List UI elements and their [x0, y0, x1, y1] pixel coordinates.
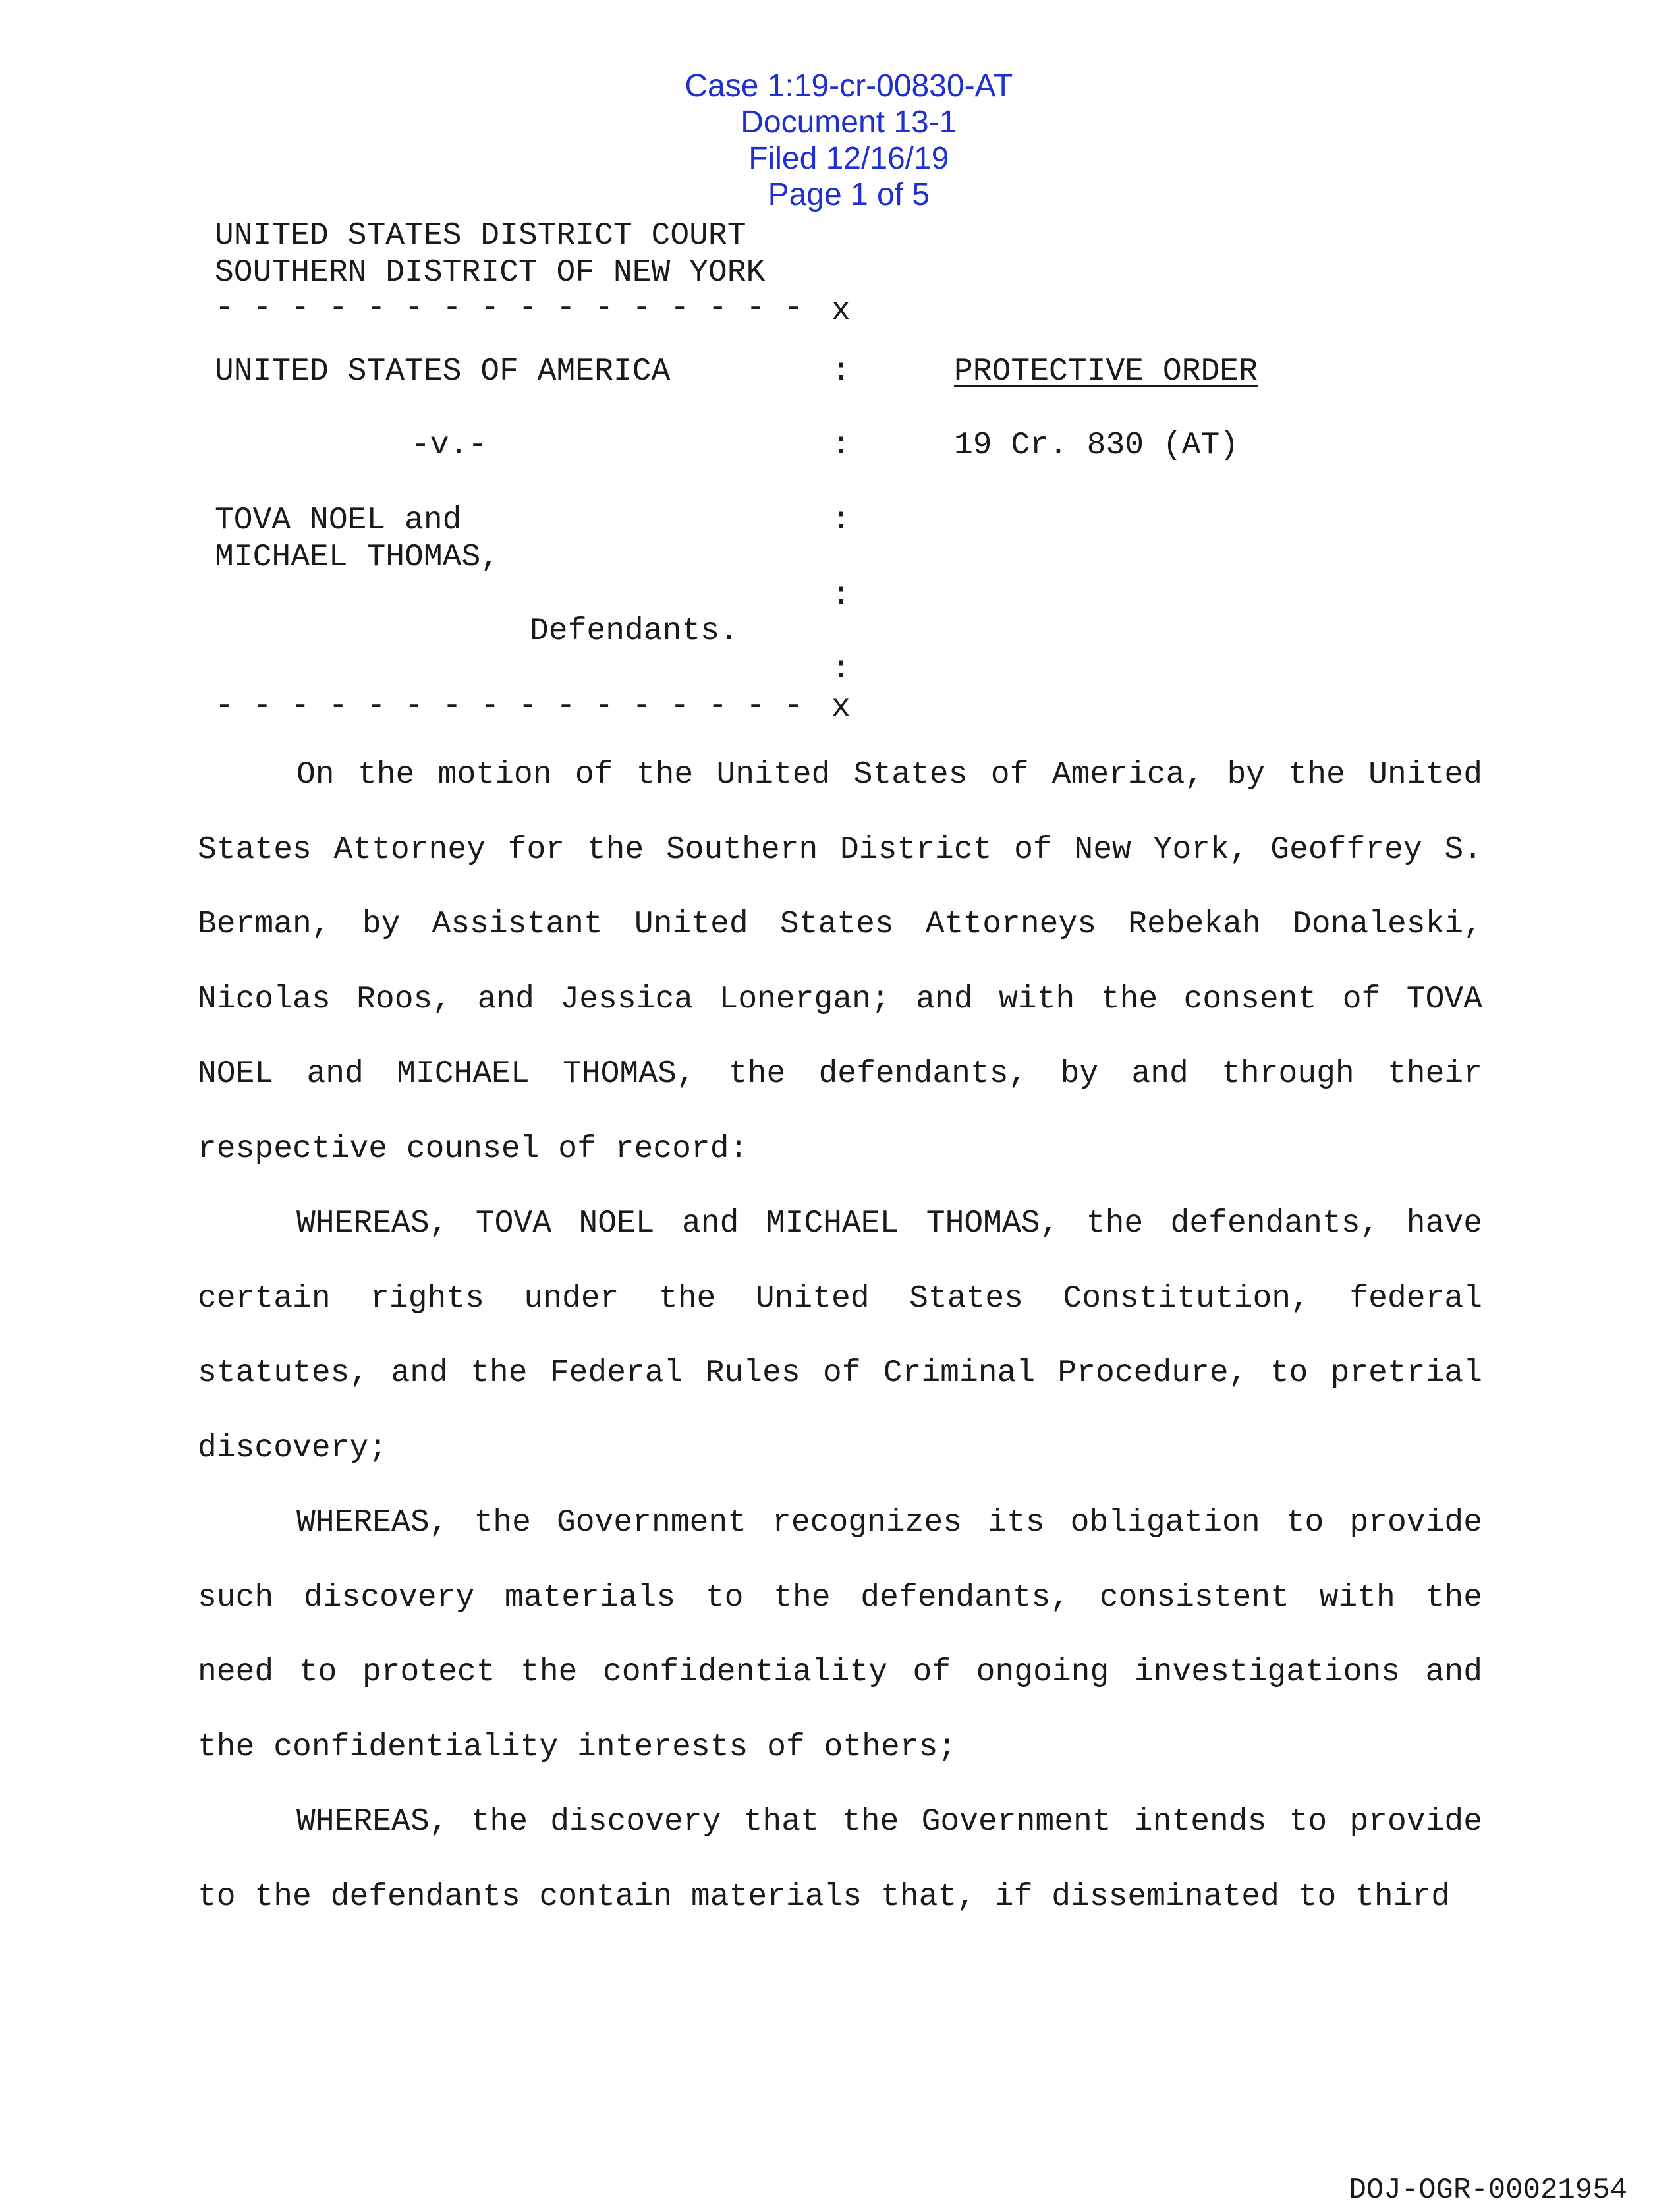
defendant-name-line1: TOVA NOEL and	[215, 503, 462, 538]
court-name-line2: SOUTHERN DISTRICT OF NEW YORK	[215, 255, 766, 291]
case-number: Case 1:19-cr-00830-AT	[685, 69, 1013, 103]
motion-paragraph: On the motion of the United States of America, by the United States Attorney for the Southern District of New York, Geoffrey S. Berman, by Assistant United States Attorneys Rebekah Donaleski, Nicolas Roos, and Jessica Lonergan; and with the consent of TOVA NOEL and MICHAEL THOMAS, the defendants, by and through their respective counsel of record:	[198, 757, 1482, 1167]
caption-colon: :	[831, 578, 851, 613]
caption-x-bottom: x	[831, 690, 851, 725]
page-indicator: Page 1 of 5	[768, 177, 930, 212]
caption-colon: :	[831, 354, 851, 389]
ecf-header	[0, 32, 1680, 213]
docket-number: 19 Cr. 830 (AT)	[954, 428, 1239, 463]
document-number: Document 13-1	[741, 105, 957, 140]
bates-number: DOJ-OGR-00021954	[1349, 2174, 1627, 2207]
whereas-rights-paragraph: WHEREAS, TOVA NOEL and MICHAEL THOMAS, the defendants, have certain rights under the United States Constitution, federal statutes, and the Federal Rules of Criminal Procedure, to pretrial discovery;	[198, 1206, 1482, 1466]
whereas-discovery-paragraph: WHEREAS, the discovery that the Government intends to provide to the defendants contain materials that, if disseminated to third	[198, 1804, 1482, 1915]
filed-date: Filed 12/16/19	[748, 141, 949, 176]
defendants-label: Defendants.	[530, 613, 739, 649]
versus: -v.-	[411, 428, 488, 463]
defendant-name-line2: MICHAEL THOMAS,	[215, 540, 500, 575]
caption-colon: :	[831, 652, 851, 687]
caption-dashes-top: - - - - - - - - - - - - - - - -	[215, 291, 803, 326]
court-name-line1: UNITED STATES DISTRICT COURT	[215, 218, 746, 254]
whereas-obligation-paragraph: WHEREAS, the Government recognizes its obligation to provide such discovery materials to the defendants, consistent with the need to protect the confidentiality of ongoing investigations and the confidentiality interests of others;	[198, 1505, 1482, 1765]
order-body	[198, 738, 1482, 1935]
caption-colon: :	[831, 503, 851, 538]
caption-x-top: x	[831, 293, 851, 329]
caption-dashes-bottom: - - - - - - - - - - - - - - - -	[215, 689, 803, 724]
plaintiff-name: UNITED STATES OF AMERICA	[215, 354, 671, 389]
caption-colon: :	[831, 428, 851, 463]
document-title: PROTECTIVE ORDER	[954, 354, 1258, 389]
